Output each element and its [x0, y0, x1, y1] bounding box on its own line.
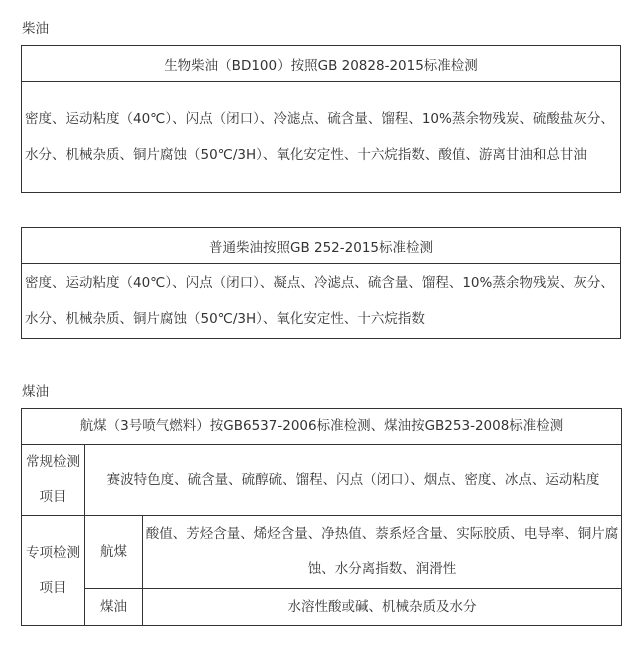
special-label: 专项检测项目 — [22, 516, 85, 626]
biodiesel-header: 生物柴油（BD100）按照GB 20828-2015标准检测 — [22, 46, 621, 82]
section-label-diesel: 柴油 — [22, 21, 49, 37]
kerosene-sub-label: 煤油 — [85, 589, 143, 626]
biodiesel-items: 密度、运动粘度（40℃）、闪点（闭口）、冷滤点、硫含量、馏程、10%蒸余物残炭、硫酸盐灰分、水分、机械杂质、铜片腐蚀（50℃/3H）、氧化安定性、十六烷指数、酸值、游离甘油和总甘油 — [22, 82, 621, 193]
kerosene-sub-items: 水溶性酸或碱、机械杂质及水分 — [143, 589, 622, 626]
section-label-kerosene: 煤油 — [22, 384, 49, 400]
routine-items: 赛波特色度、硫含量、硫醇硫、馏程、闪点（闭口）、烟点、密度、冰点、运动粘度 — [85, 445, 622, 516]
diesel-header: 普通柴油按照GB 252-2015标准检测 — [22, 228, 621, 264]
biodiesel-table — [21, 45, 621, 193]
diesel-table — [21, 227, 621, 339]
jet-fuel-items: 酸值、芳烃含量、烯烃含量、净热值、萘系烃含量、实际胶质、电导率、铜片腐蚀、水分离指数、润滑性 — [143, 516, 622, 589]
jet-fuel-label: 航煤 — [85, 516, 143, 589]
routine-label: 常规检测项目 — [22, 445, 85, 516]
kerosene-header: 航煤（3号喷气燃料）按GB6537-2006标准检测、煤油按GB253-2008标准检测 — [22, 409, 622, 445]
kerosene-table — [21, 408, 622, 626]
diesel-items: 密度、运动粘度（40℃）、闪点（闭口）、凝点、冷滤点、硫含量、馏程、10%蒸余物残炭、灰分、水分、机械杂质、铜片腐蚀（50℃/3H）、氧化安定性、十六烷指数 — [22, 264, 621, 339]
